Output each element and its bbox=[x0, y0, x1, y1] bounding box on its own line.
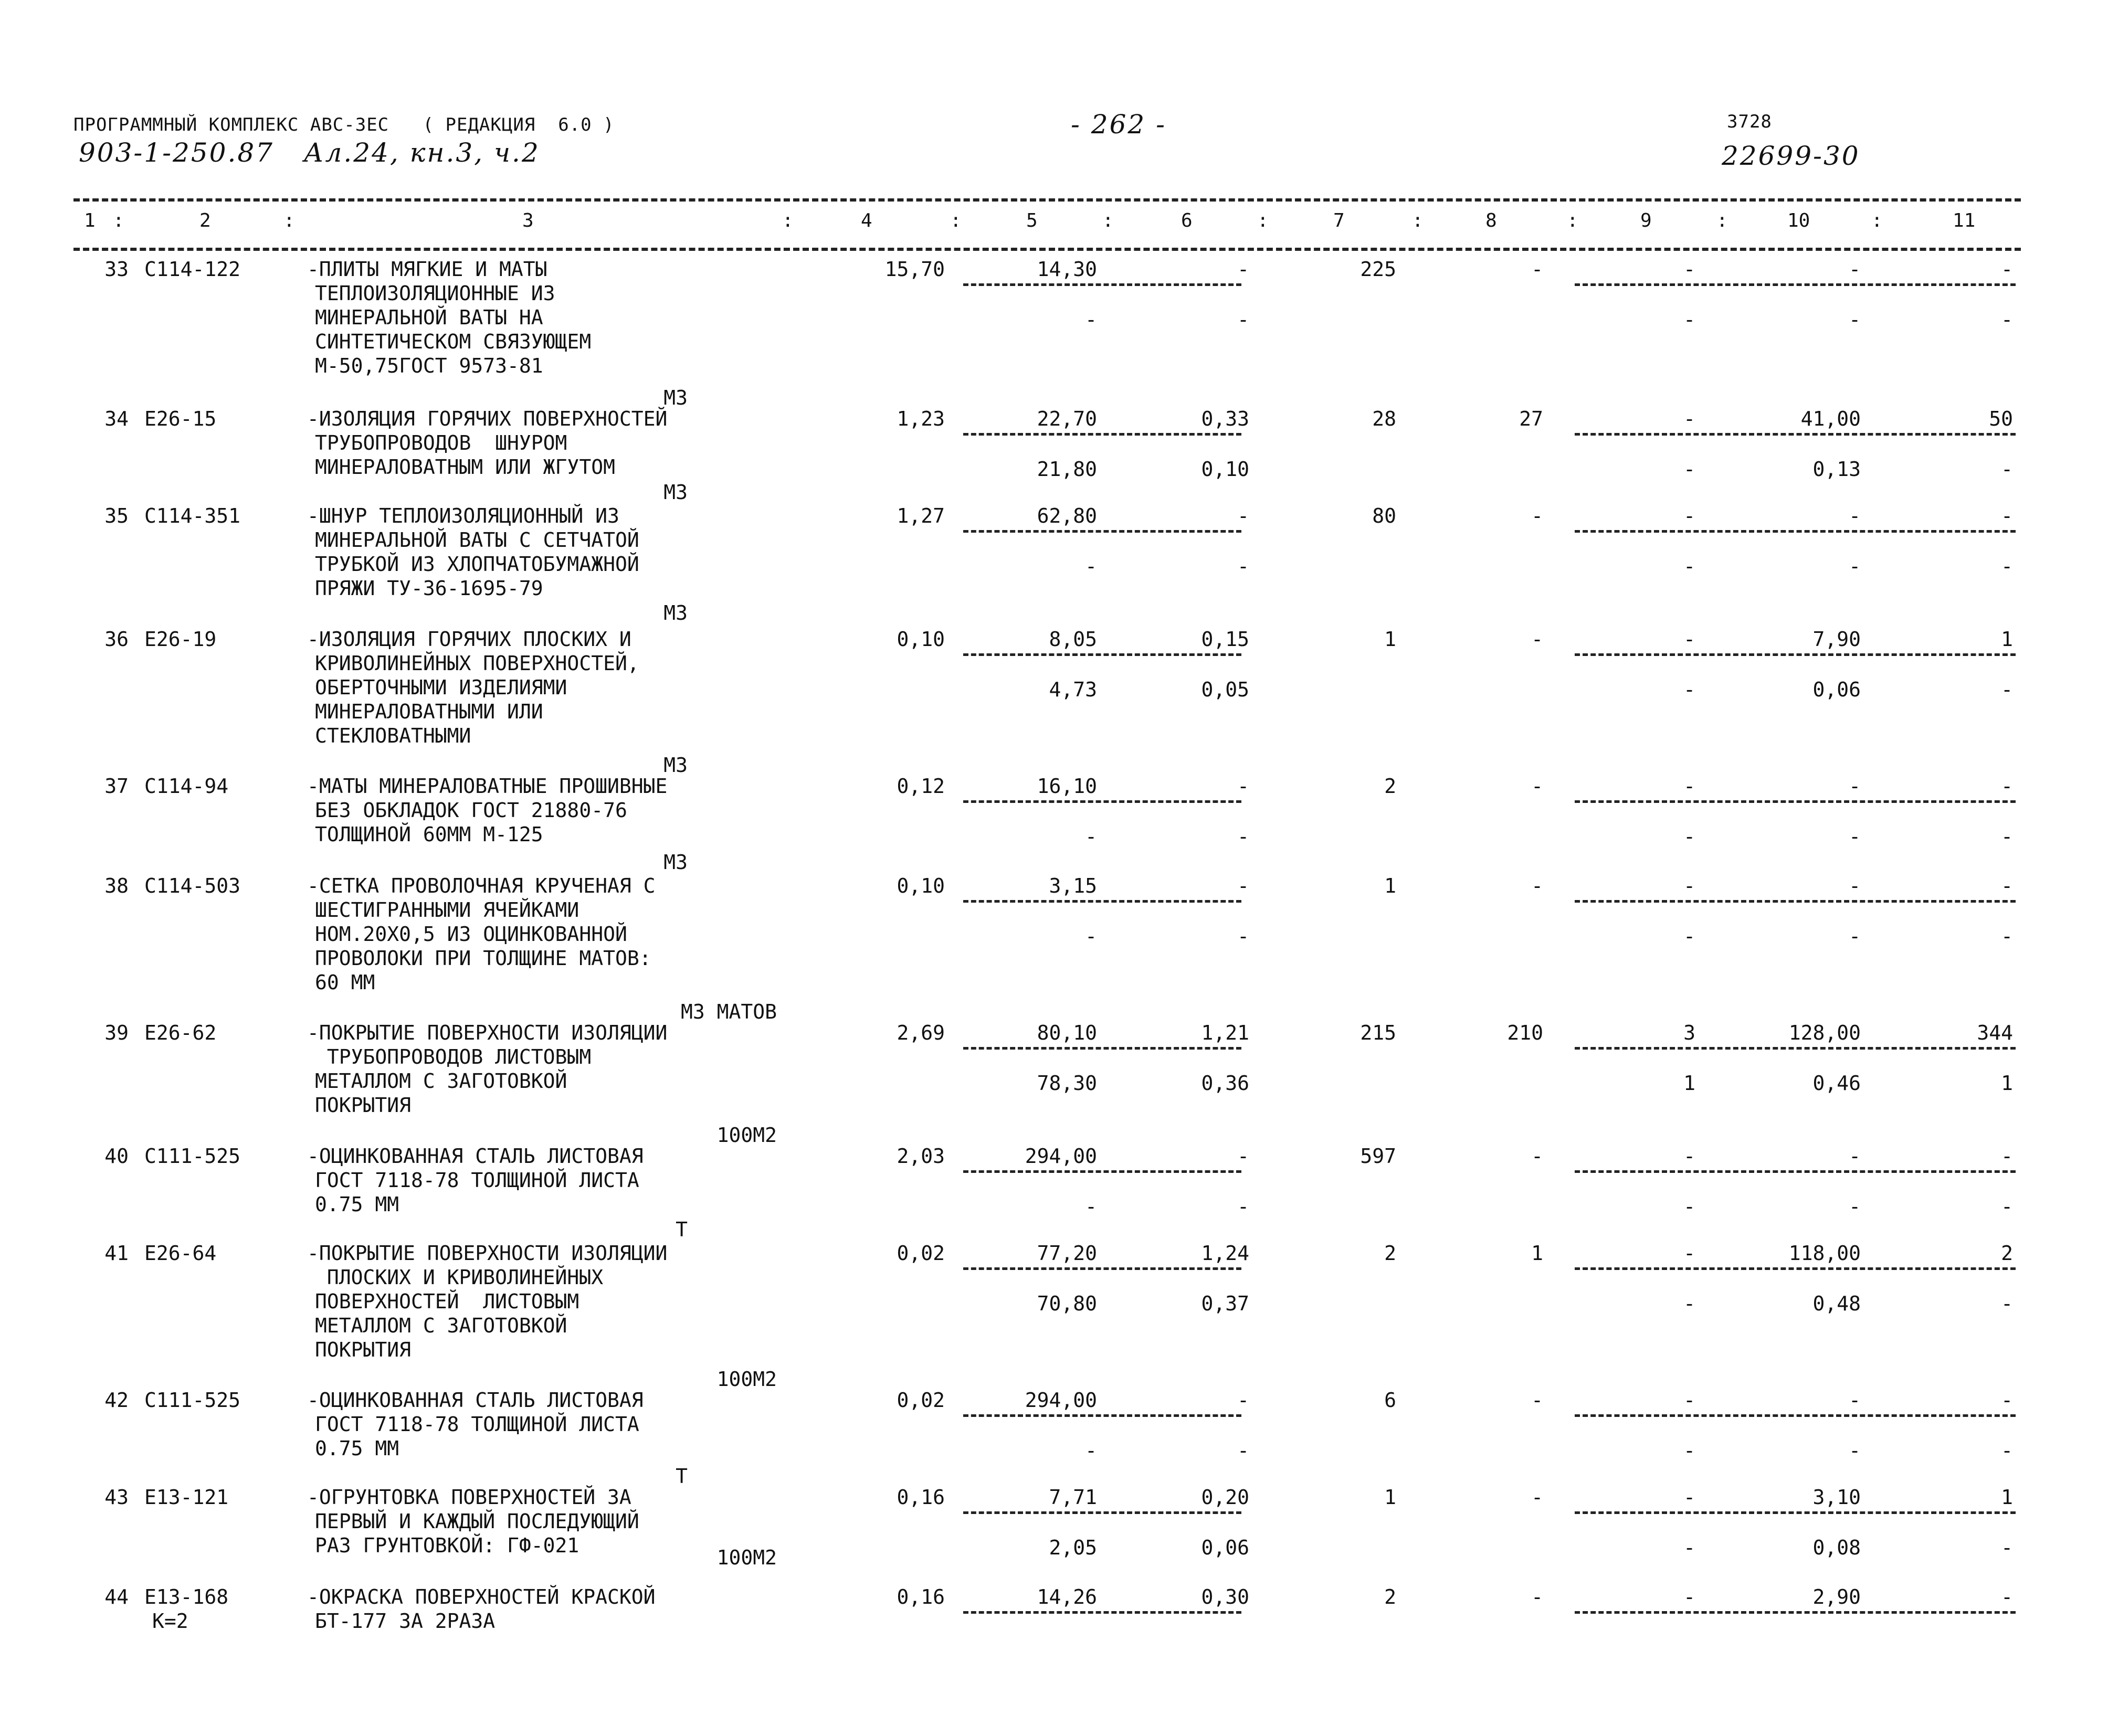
col4-quantity: 0,02 bbox=[897, 1389, 945, 1412]
column-header-17: : bbox=[1716, 210, 1728, 231]
row-number: 40 bbox=[104, 1145, 129, 1168]
row-number: 43 bbox=[104, 1486, 129, 1509]
col6-value: 0,15 bbox=[1201, 628, 1249, 651]
col5-lower-value: 70,80 bbox=[1037, 1292, 1097, 1315]
document-code: 3728 bbox=[1727, 111, 1772, 132]
col10-value: 2,90 bbox=[1812, 1585, 1861, 1608]
col9-11-separator bbox=[1575, 1170, 2016, 1173]
row-number: 34 bbox=[104, 407, 129, 430]
col6-value: - bbox=[1237, 1145, 1249, 1168]
resource-code: С114-503 bbox=[144, 874, 241, 897]
col5-lower-value: 21,80 bbox=[1037, 458, 1097, 481]
col7-value: 1 bbox=[1384, 1486, 1396, 1509]
col5-value: 294,00 bbox=[1025, 1145, 1097, 1168]
resource-code: Е13-121 bbox=[144, 1486, 229, 1509]
row-number: 38 bbox=[104, 874, 129, 897]
resource-description-line: ПОКРЫТИЯ bbox=[315, 1338, 412, 1361]
col4-quantity: 0,12 bbox=[897, 775, 945, 798]
unit-of-measure: М3 bbox=[663, 754, 688, 777]
col9-11-separator bbox=[1575, 800, 2016, 803]
table-header-rule bbox=[73, 248, 2021, 251]
resource-code: Е26-19 bbox=[144, 628, 217, 651]
col7-value: 6 bbox=[1384, 1389, 1396, 1412]
col9-11-separator bbox=[1575, 653, 2016, 656]
resource-description-line: 0.75 ММ bbox=[315, 1437, 399, 1460]
col10-value: 128,00 bbox=[1788, 1021, 1861, 1044]
col10-lower-value: 0,08 bbox=[1812, 1536, 1861, 1559]
table-top-rule bbox=[73, 198, 2021, 202]
col10-value: - bbox=[1849, 775, 1861, 798]
resource-description-line: -ПЛИТЫ МЯГКИЕ И МАТЫ bbox=[307, 258, 547, 281]
col9-lower-value: - bbox=[1683, 1439, 1695, 1462]
col5-value: 14,26 bbox=[1037, 1585, 1097, 1608]
col11-lower-value: 1 bbox=[2001, 1072, 2013, 1095]
resource-description-line: ТЕПЛОИЗОЛЯЦИОННЫЕ ИЗ bbox=[315, 282, 555, 305]
resource-description-line: ТОЛЩИНОЙ 60ММ М-125 bbox=[315, 823, 543, 846]
col6-lower-value: 0,36 bbox=[1201, 1072, 1249, 1095]
resource-code: С114-351 bbox=[144, 504, 241, 527]
resource-description-line: ГОСТ 7118-78 ТОЛЩИНОЙ ЛИСТА bbox=[315, 1169, 639, 1192]
unit-of-measure: 100М2 bbox=[716, 1124, 777, 1147]
resource-description-line: -СЕТКА ПРОВОЛОЧНАЯ КРУЧЕНАЯ С bbox=[307, 874, 656, 897]
column-header-6: 4 bbox=[861, 210, 872, 231]
col9-lower-value: - bbox=[1683, 1195, 1695, 1218]
col9-value: - bbox=[1683, 1389, 1695, 1412]
col7-value: 225 bbox=[1360, 258, 1396, 281]
col8-value: - bbox=[1531, 775, 1543, 798]
col11-lower-value: - bbox=[2001, 458, 2013, 481]
resource-description-line: ПОВЕРХНОСТЕЙ ЛИСТОВЫМ bbox=[315, 1290, 579, 1313]
resource-description-line: МИНЕРАЛОВАТНЫМИ ИЛИ bbox=[315, 700, 543, 723]
col5-6-separator bbox=[963, 1414, 1241, 1417]
column-header-19: : bbox=[1871, 210, 1883, 231]
col10-value: - bbox=[1849, 504, 1861, 527]
col6-value: 1,24 bbox=[1201, 1242, 1249, 1265]
col11-lower-value: - bbox=[2001, 678, 2013, 701]
resource-description-line: ОБЕРТОЧНЫМИ ИЗДЕЛИЯМИ bbox=[315, 676, 567, 699]
col10-value: 3,10 bbox=[1812, 1486, 1861, 1509]
col5-6-separator bbox=[963, 1170, 1241, 1173]
column-header-14: 8 bbox=[1485, 210, 1497, 231]
col6-lower-value: 0,10 bbox=[1201, 458, 1249, 481]
col9-value: - bbox=[1683, 628, 1695, 651]
resource-description-line: ПЛОСКИХ И КРИВОЛИНЕЙНЫХ bbox=[315, 1266, 604, 1289]
col6-lower-value: 0,05 bbox=[1201, 678, 1249, 701]
col11-value: 1 bbox=[2001, 628, 2013, 651]
col5-lower-value: - bbox=[1085, 1439, 1097, 1462]
resource-code: С111-525 bbox=[144, 1145, 241, 1168]
col7-value: 28 bbox=[1372, 407, 1396, 430]
col5-lower-value: - bbox=[1085, 308, 1097, 331]
col6-value: - bbox=[1237, 775, 1249, 798]
resource-description-line: -ИЗОЛЯЦИЯ ГОРЯЧИХ ПЛОСКИХ И bbox=[307, 628, 631, 651]
col10-value: - bbox=[1849, 874, 1861, 897]
col9-value: - bbox=[1683, 504, 1695, 527]
row-number: 37 bbox=[104, 775, 129, 798]
col11-value: - bbox=[2001, 1145, 2013, 1168]
col4-quantity: 0,10 bbox=[897, 874, 945, 897]
col6-value: 0,30 bbox=[1201, 1585, 1249, 1608]
resource-description-line: КРИВОЛИНЕЙНЫХ ПОВЕРХНОСТЕЙ, bbox=[315, 652, 639, 675]
resource-description-line: БТ-177 ЗА 2РАЗА bbox=[315, 1610, 496, 1633]
project-reference: 903-1-250.87 Ал.24, кн.3, ч.2 bbox=[79, 137, 540, 168]
col6-lower-value: - bbox=[1237, 1195, 1249, 1218]
col8-value: 27 bbox=[1519, 407, 1543, 430]
col11-lower-value: - bbox=[2001, 1536, 2013, 1559]
col5-lower-value: 78,30 bbox=[1037, 1072, 1097, 1095]
col7-value: 2 bbox=[1384, 1585, 1396, 1608]
col10-lower-value: - bbox=[1849, 308, 1861, 331]
resource-code: Е26-15 bbox=[144, 407, 217, 430]
col6-value: - bbox=[1237, 874, 1249, 897]
unit-of-measure: М3 bbox=[663, 386, 688, 409]
col5-lower-value: 4,73 bbox=[1049, 678, 1097, 701]
resource-description-line: МИНЕРАЛЬНОЙ ВАТЫ С СЕТЧАТОЙ bbox=[315, 528, 639, 552]
col8-value: - bbox=[1531, 1486, 1543, 1509]
col8-value: - bbox=[1531, 1389, 1543, 1412]
resource-description-line: 60 ММ bbox=[315, 971, 375, 994]
unit-of-measure: М3 bbox=[663, 601, 688, 624]
column-header-12: 7 bbox=[1333, 210, 1345, 231]
resource-description-line: -ОКРАСКА ПОВЕРХНОСТЕЙ КРАСКОЙ bbox=[307, 1585, 656, 1608]
column-header-20: 11 bbox=[1953, 210, 1976, 231]
col5-value: 77,20 bbox=[1037, 1242, 1097, 1265]
resource-description-line: ПРЯЖИ ТУ-36-1695-79 bbox=[315, 577, 543, 600]
col11-value: 1 bbox=[2001, 1486, 2013, 1509]
column-header-7: : bbox=[950, 210, 962, 231]
col6-value: 1,21 bbox=[1201, 1021, 1249, 1044]
col11-lower-value: - bbox=[2001, 308, 2013, 331]
col7-value: 597 bbox=[1360, 1145, 1396, 1168]
col9-11-separator bbox=[1575, 433, 2016, 436]
col9-11-separator bbox=[1575, 900, 2016, 903]
col5-6-separator bbox=[963, 1611, 1241, 1614]
col5-value: 294,00 bbox=[1025, 1389, 1097, 1412]
col9-value: - bbox=[1683, 1486, 1695, 1509]
col10-lower-value: - bbox=[1849, 925, 1861, 948]
col4-quantity: 1,23 bbox=[897, 407, 945, 430]
col7-value: 80 bbox=[1372, 504, 1396, 527]
col9-value: - bbox=[1683, 258, 1695, 281]
col9-lower-value: - bbox=[1683, 925, 1695, 948]
col5-lower-value: - bbox=[1085, 825, 1097, 848]
col9-lower-value: - bbox=[1683, 825, 1695, 848]
row-number: 33 bbox=[104, 258, 129, 281]
col5-6-separator bbox=[963, 283, 1241, 286]
col11-lower-value: - bbox=[2001, 825, 2013, 848]
col9-value: - bbox=[1683, 407, 1695, 430]
col9-11-separator bbox=[1575, 530, 2016, 533]
column-header-2: 2 bbox=[199, 210, 211, 231]
resource-description-line: -ИЗОЛЯЦИЯ ГОРЯЧИХ ПОВЕРХНОСТЕЙ bbox=[307, 407, 668, 430]
row-number: 39 bbox=[104, 1021, 129, 1044]
col6-lower-value: - bbox=[1237, 1439, 1249, 1462]
col9-lower-value: - bbox=[1683, 678, 1695, 701]
col10-lower-value: 0,46 bbox=[1812, 1072, 1861, 1095]
row-number: 44 bbox=[104, 1585, 129, 1608]
col8-value: 210 bbox=[1507, 1021, 1543, 1044]
col11-value: - bbox=[2001, 874, 2013, 897]
column-header-15: : bbox=[1567, 210, 1578, 231]
col8-value: - bbox=[1531, 1145, 1543, 1168]
unit-of-measure: М3 МАТОВ bbox=[680, 1000, 777, 1023]
col5-6-separator bbox=[963, 800, 1241, 803]
col4-quantity: 1,27 bbox=[897, 504, 945, 527]
column-header-0: 1 bbox=[84, 210, 96, 231]
resource-description-line: ТРУБОПРОВОДОВ ЛИСТОВЫМ bbox=[315, 1045, 592, 1068]
col8-value: - bbox=[1531, 628, 1543, 651]
resource-code: Е13-168 bbox=[144, 1585, 229, 1608]
col7-value: 1 bbox=[1384, 874, 1396, 897]
col11-lower-value: - bbox=[2001, 1292, 2013, 1315]
col8-value: - bbox=[1531, 258, 1543, 281]
resource-description-line: -ОЦИНКОВАННАЯ СТАЛЬ ЛИСТОВАЯ bbox=[307, 1145, 644, 1168]
unit-of-measure: М3 bbox=[663, 481, 688, 504]
column-header-18: 10 bbox=[1787, 210, 1810, 231]
col6-value: 0,20 bbox=[1201, 1486, 1249, 1509]
col9-value: 3 bbox=[1683, 1021, 1695, 1044]
resource-code: С114-94 bbox=[144, 775, 229, 798]
col6-lower-value: - bbox=[1237, 555, 1249, 578]
resource-description-line: -ОГРУНТОВКА ПОВЕРХНОСТЕЙ ЗА bbox=[307, 1486, 631, 1509]
resource-description-line: -МАТЫ МИНЕРАЛОВАТНЫЕ ПРОШИВНЫЕ bbox=[307, 775, 668, 798]
row-number: 41 bbox=[104, 1242, 129, 1265]
col11-lower-value: - bbox=[2001, 925, 2013, 948]
col10-lower-value: - bbox=[1849, 1439, 1861, 1462]
col5-6-separator bbox=[963, 433, 1241, 436]
row-number: 36 bbox=[104, 628, 129, 651]
resource-description-line: -ПОКРЫТИЕ ПОВЕРХНОСТИ ИЗОЛЯЦИИ bbox=[307, 1242, 668, 1265]
resource-description-line: РАЗ ГРУНТОВКОЙ: ГФ-021 bbox=[315, 1534, 579, 1557]
col9-value: - bbox=[1683, 1242, 1695, 1265]
col5-value: 62,80 bbox=[1037, 504, 1097, 527]
col9-11-separator bbox=[1575, 283, 2016, 286]
col5-6-separator bbox=[963, 530, 1241, 533]
resource-description-line: СТЕКЛОВАТНЫМИ bbox=[315, 724, 471, 747]
col9-value: - bbox=[1683, 874, 1695, 897]
column-header-5: : bbox=[782, 210, 794, 231]
col4-quantity: 15,70 bbox=[884, 258, 945, 281]
resource-code: Е26-64 bbox=[144, 1242, 217, 1265]
col7-value: 2 bbox=[1384, 775, 1396, 798]
col11-value: - bbox=[2001, 775, 2013, 798]
col5-value: 80,10 bbox=[1037, 1021, 1097, 1044]
resource-description-line: НОМ.20Х0,5 ИЗ ОЦИНКОВАННОЙ bbox=[315, 923, 627, 946]
column-header-9: : bbox=[1102, 210, 1114, 231]
col6-value: - bbox=[1237, 1389, 1249, 1412]
col9-lower-value: - bbox=[1683, 308, 1695, 331]
resource-description-line: -ОЦИНКОВАННАЯ СТАЛЬ ЛИСТОВАЯ bbox=[307, 1389, 644, 1412]
col5-value: 8,05 bbox=[1049, 628, 1097, 651]
resource-description-line: ПОКРЫТИЯ bbox=[315, 1094, 412, 1117]
col4-quantity: 2,69 bbox=[897, 1021, 945, 1044]
col5-lower-value: - bbox=[1085, 1195, 1097, 1218]
col5-lower-value: - bbox=[1085, 555, 1097, 578]
col5-value: 7,71 bbox=[1049, 1486, 1097, 1509]
col10-value: 41,00 bbox=[1800, 407, 1861, 430]
col4-quantity: 0,16 bbox=[897, 1585, 945, 1608]
col6-value: - bbox=[1237, 258, 1249, 281]
resource-description-line: ПРОВОЛОКИ ПРИ ТОЛЩИНЕ МАТОВ: bbox=[315, 947, 651, 970]
col9-lower-value: 1 bbox=[1683, 1072, 1695, 1095]
col9-lower-value: - bbox=[1683, 1292, 1695, 1315]
col10-lower-value: - bbox=[1849, 555, 1861, 578]
col11-lower-value: - bbox=[2001, 1195, 2013, 1218]
column-header-8: 5 bbox=[1026, 210, 1038, 231]
unit-of-measure: Т bbox=[676, 1465, 688, 1488]
col6-lower-value: - bbox=[1237, 825, 1249, 848]
resource-code: К=2 bbox=[152, 1610, 188, 1633]
col7-value: 215 bbox=[1360, 1021, 1396, 1044]
resource-description-line: МЕТАЛЛОМ С ЗАГОТОВКОЙ bbox=[315, 1314, 567, 1337]
col6-value: - bbox=[1237, 504, 1249, 527]
col4-quantity: 2,03 bbox=[897, 1145, 945, 1168]
col10-value: - bbox=[1849, 1145, 1861, 1168]
col7-value: 2 bbox=[1384, 1242, 1396, 1265]
col9-value: - bbox=[1683, 1145, 1695, 1168]
col5-value: 14,30 bbox=[1037, 258, 1097, 281]
col5-6-separator bbox=[963, 653, 1241, 656]
col8-value: - bbox=[1531, 874, 1543, 897]
col10-lower-value: 0,06 bbox=[1812, 678, 1861, 701]
row-number: 35 bbox=[104, 504, 129, 527]
resource-description-line: ШЕСТИГРАННЫМИ ЯЧЕЙКАМИ bbox=[315, 898, 579, 922]
col10-value: 118,00 bbox=[1788, 1242, 1861, 1265]
col10-lower-value: 0,48 bbox=[1812, 1292, 1861, 1315]
col8-value: - bbox=[1531, 1585, 1543, 1608]
col11-lower-value: - bbox=[2001, 1439, 2013, 1462]
col6-lower-value: - bbox=[1237, 925, 1249, 948]
col5-6-separator bbox=[963, 1047, 1241, 1050]
resource-description-line: МИНЕРАЛОВАТНЫМ ИЛИ ЖГУТОМ bbox=[315, 456, 615, 479]
col5-6-separator bbox=[963, 900, 1241, 903]
col11-lower-value: - bbox=[2001, 555, 2013, 578]
col9-lower-value: - bbox=[1683, 1536, 1695, 1559]
column-header-13: : bbox=[1412, 210, 1424, 231]
col6-value: 0,33 bbox=[1201, 407, 1249, 430]
col11-value: 2 bbox=[2001, 1242, 2013, 1265]
col9-11-separator bbox=[1575, 1611, 2016, 1614]
program-title: ПРОГРАММНЫЙ КОМПЛЕКС АВС-3ЕС ( РЕДАКЦИЯ 6.0 ) bbox=[73, 114, 615, 135]
column-header-1: : bbox=[113, 210, 124, 231]
col9-11-separator bbox=[1575, 1414, 2016, 1417]
col10-lower-value: - bbox=[1849, 1195, 1861, 1218]
col5-6-separator bbox=[963, 1511, 1241, 1514]
col9-lower-value: - bbox=[1683, 555, 1695, 578]
column-header-10: 6 bbox=[1181, 210, 1193, 231]
resource-description-line: МЕТАЛЛОМ С ЗАГОТОВКОЙ bbox=[315, 1070, 567, 1093]
resource-description-line: МИНЕРАЛЬНОЙ ВАТЫ НА bbox=[315, 306, 543, 329]
col8-value: 1 bbox=[1531, 1242, 1543, 1265]
col6-lower-value: 0,06 bbox=[1201, 1536, 1249, 1559]
col9-lower-value: - bbox=[1683, 458, 1695, 481]
resource-code: Е26-62 bbox=[144, 1021, 217, 1044]
resource-description-line: ТРУБКОЙ ИЗ ХЛОПЧАТОБУМАЖНОЙ bbox=[315, 553, 639, 576]
col11-value: - bbox=[2001, 504, 2013, 527]
resource-code: С114-122 bbox=[144, 258, 241, 281]
unit-of-measure: 100М2 bbox=[716, 1546, 777, 1569]
col5-6-separator bbox=[963, 1267, 1241, 1270]
resource-description-line: 0.75 ММ bbox=[315, 1193, 399, 1216]
row-number: 42 bbox=[104, 1389, 129, 1412]
col5-lower-value: 2,05 bbox=[1049, 1536, 1097, 1559]
resource-description-line: ТРУБОПРОВОДОВ ШНУРОМ bbox=[315, 431, 567, 454]
unit-of-measure: Т bbox=[676, 1218, 688, 1241]
resource-description-line: БЕЗ ОБКЛАДОК ГОСТ 21880-76 bbox=[315, 799, 627, 822]
resource-description-line: СИНТЕТИЧЕСКОМ СВЯЗУЮЩЕМ bbox=[315, 330, 592, 353]
unit-of-measure: 100М2 bbox=[716, 1368, 777, 1391]
resource-description-line: ГОСТ 7118-78 ТОЛЩИНОЙ ЛИСТА bbox=[315, 1413, 639, 1436]
resource-description-line: ПЕРВЫЙ И КАЖДЫЙ ПОСЛЕДУЮЩИЙ bbox=[315, 1510, 639, 1533]
col4-quantity: 0,16 bbox=[897, 1486, 945, 1509]
col8-value: - bbox=[1531, 504, 1543, 527]
col7-value: 1 bbox=[1384, 628, 1396, 651]
page-number: - 262 - bbox=[1071, 109, 1167, 140]
col10-value: - bbox=[1849, 258, 1861, 281]
resource-description-line: М-50,75ГОСТ 9573-81 bbox=[315, 354, 543, 377]
col11-value: - bbox=[2001, 1389, 2013, 1412]
col5-value: 22,70 bbox=[1037, 407, 1097, 430]
col6-lower-value: 0,37 bbox=[1201, 1292, 1249, 1315]
resource-description-line: -ПОКРЫТИЕ ПОВЕРХНОСТИ ИЗОЛЯЦИИ bbox=[307, 1021, 668, 1044]
col5-lower-value: - bbox=[1085, 925, 1097, 948]
unit-of-measure: М3 bbox=[663, 851, 688, 874]
col10-value: - bbox=[1849, 1389, 1861, 1412]
column-header-4: 3 bbox=[522, 210, 534, 231]
col11-value: - bbox=[2001, 258, 2013, 281]
col11-value: 50 bbox=[1989, 407, 2013, 430]
col10-lower-value: - bbox=[1849, 825, 1861, 848]
col5-value: 3,15 bbox=[1049, 874, 1097, 897]
col11-value: 344 bbox=[1977, 1021, 2013, 1044]
resource-code: С111-525 bbox=[144, 1389, 241, 1412]
column-header-3: : bbox=[283, 210, 295, 231]
col9-value: - bbox=[1683, 1585, 1695, 1608]
col4-quantity: 0,10 bbox=[897, 628, 945, 651]
col6-lower-value: - bbox=[1237, 308, 1249, 331]
resource-description-line: -ШНУР ТЕПЛОИЗОЛЯЦИОННЫЙ ИЗ bbox=[307, 504, 619, 527]
col11-value: - bbox=[2001, 1585, 2013, 1608]
col5-value: 16,10 bbox=[1037, 775, 1097, 798]
col9-11-separator bbox=[1575, 1267, 2016, 1270]
col4-quantity: 0,02 bbox=[897, 1242, 945, 1265]
col10-value: 7,90 bbox=[1812, 628, 1861, 651]
column-header-16: 9 bbox=[1640, 210, 1652, 231]
archive-number: 22699-30 bbox=[1722, 141, 1860, 171]
col9-11-separator bbox=[1575, 1047, 2016, 1050]
column-header-11: : bbox=[1257, 210, 1269, 231]
col10-lower-value: 0,13 bbox=[1812, 458, 1861, 481]
col9-value: - bbox=[1683, 775, 1695, 798]
col9-11-separator bbox=[1575, 1511, 2016, 1514]
